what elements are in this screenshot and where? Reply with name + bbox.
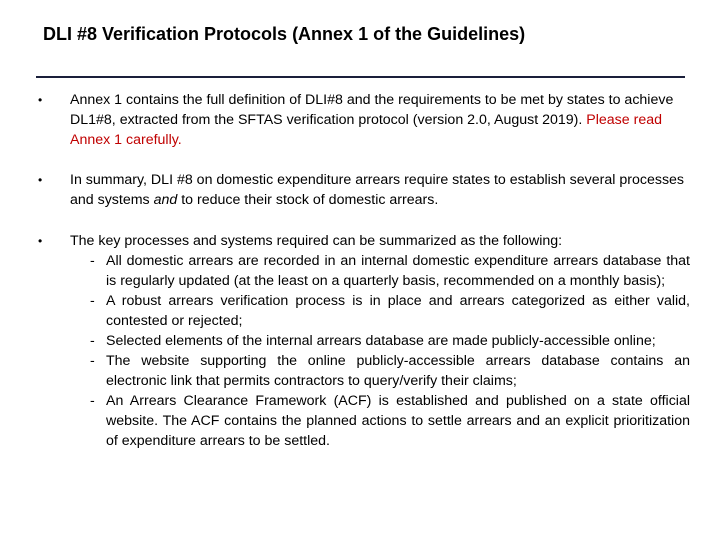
bullet-body: Annex 1 contains the full definition of DLI#8 and the requirements to be met by states to achieve DL1#8, extracted from the SFTAS verification protocol (version 2.0, August 2019). xyxy=(70,92,674,128)
sub-marker: - xyxy=(90,293,95,309)
sub-marker: - xyxy=(90,253,95,269)
bullet-marker: • xyxy=(38,234,43,248)
sub-list-item xyxy=(70,291,690,331)
sub-list-item xyxy=(70,251,690,291)
sub-text: All domestic arrears are recorded in an internal domestic expenditure arrears database that is regularly updated (at the least on a quarterly basis, recommended on a monthly basis); xyxy=(106,253,690,289)
sub-marker: - xyxy=(90,353,95,369)
sub-text: An Arrears Clearance Framework (ACF) is established and published on a state official website. The ACF contains the planned actions to settle arrears and an explicit prioritization of expenditure arrears to be settled. xyxy=(106,393,690,449)
slide-title: DLI #8 Verification Protocols (Annex 1 of the Guidelines) xyxy=(43,24,526,44)
sub-list-item xyxy=(70,331,690,351)
bullet-body-before: In summary, DLI #8 on domestic expenditure arrears require states to establish several processes and systems xyxy=(70,172,685,208)
bullet-marker: • xyxy=(38,173,43,187)
bullet-marker: • xyxy=(38,93,43,107)
bullet-text xyxy=(70,170,690,210)
bullet-intro: The key processes and systems required can be summarized as the following: xyxy=(70,233,563,249)
sub-text: Selected elements of the internal arrears database are made publicly-accessible online; xyxy=(106,333,656,349)
sub-list-item xyxy=(70,351,690,391)
bullet-text xyxy=(70,90,690,150)
sub-text: A robust arrears verification process is in place and arrears categorized as either valid, contested or rejected; xyxy=(106,293,690,329)
bullet-body-italic: and xyxy=(153,192,178,208)
sub-marker: - xyxy=(90,333,95,349)
sub-list-item xyxy=(70,391,690,451)
bullet-body-after: to reduce their stock of domestic arrears. xyxy=(177,192,439,208)
sub-text: The website supporting the online publicly-accessible arrears database contains an electronic link that permits contractors to query/verify their claims; xyxy=(106,353,690,389)
bullet-highlight: Please read Annex 1 carefully. xyxy=(70,112,662,148)
sub-marker: - xyxy=(90,393,95,409)
title-divider xyxy=(36,76,685,78)
sub-list xyxy=(70,251,690,451)
